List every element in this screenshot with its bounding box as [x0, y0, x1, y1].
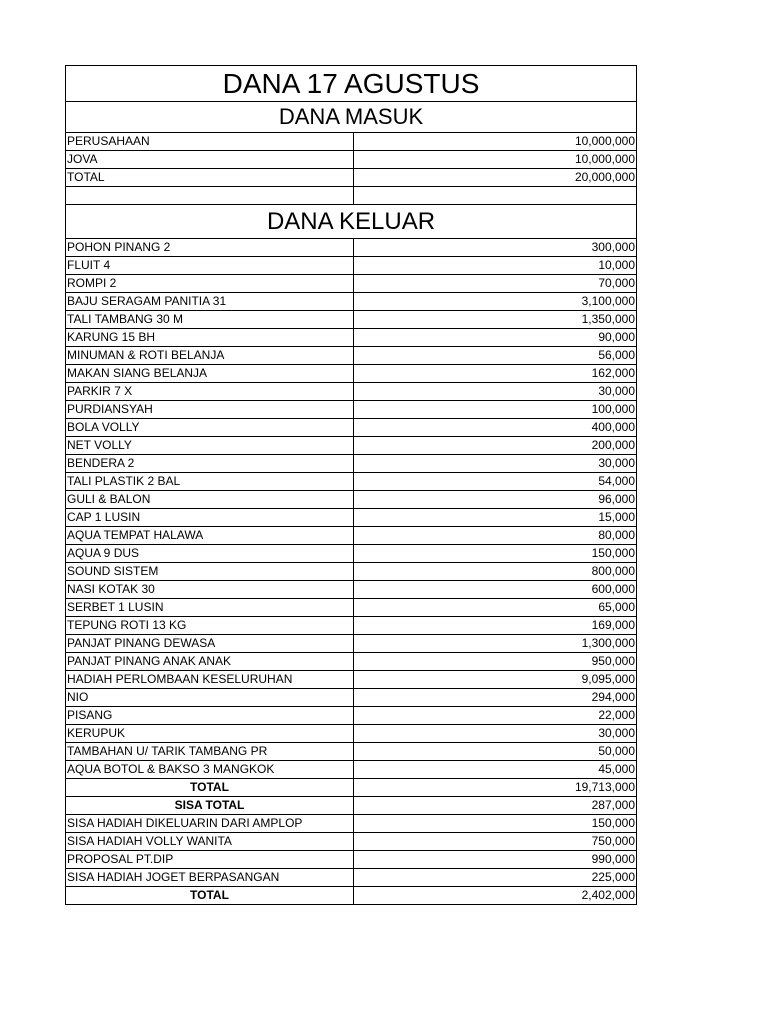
dana-keluar-item-row: [66, 581, 637, 599]
dana-keluar-item-amount[interactable]: 1,350,000: [354, 311, 637, 329]
dana-keluar-item-row: [66, 491, 637, 509]
dana-keluar-item-row: [66, 599, 637, 617]
dana-keluar-item-label[interactable]: TEPUNG ROTI 13 KG: [66, 617, 354, 635]
dana-keluar-item-row: [66, 275, 637, 293]
dana-keluar-item-row: [66, 671, 637, 689]
dana-keluar-item-amount[interactable]: 56,000: [354, 347, 637, 365]
dana-keluar-item-row: [66, 707, 637, 725]
dana-keluar-item-label[interactable]: AQUA TEMPAT HALAWA: [66, 527, 354, 545]
final-total-label[interactable]: TOTAL: [66, 887, 354, 905]
sisa-total-row: [66, 797, 637, 815]
dana-keluar-item-amount[interactable]: 800,000: [354, 563, 637, 581]
dana-keluar-item-label[interactable]: BENDERA 2: [66, 455, 354, 473]
dana-keluar-item-row: [66, 743, 637, 761]
dana-masuk-heading[interactable]: DANA MASUK: [66, 102, 637, 133]
dana-keluar-item-amount[interactable]: 950,000: [354, 653, 637, 671]
dana-keluar-item-row: [66, 563, 637, 581]
sisa-item-label[interactable]: SISA HADIAH VOLLY WANITA: [66, 833, 354, 851]
dana-keluar-item-amount[interactable]: 1,300,000: [354, 635, 637, 653]
dana-keluar-item-label[interactable]: PANJAT PINANG ANAK ANAK: [66, 653, 354, 671]
dana-keluar-item-label[interactable]: PARKIR 7 X: [66, 383, 354, 401]
dana-keluar-item-amount[interactable]: 200,000: [354, 437, 637, 455]
dana-masuk-item-label[interactable]: TOTAL: [66, 169, 354, 187]
dana-keluar-item-label[interactable]: PISANG: [66, 707, 354, 725]
sisa-total-amount[interactable]: 287,000: [354, 797, 637, 815]
dana-keluar-item-row: [66, 437, 637, 455]
dana-keluar-item-amount[interactable]: 3,100,000: [354, 293, 637, 311]
dana-keluar-item-amount[interactable]: 600,000: [354, 581, 637, 599]
dana-keluar-item-amount[interactable]: 162,000: [354, 365, 637, 383]
dana-masuk-item-row: [66, 151, 637, 169]
blank-row: [66, 187, 637, 205]
dana-keluar-item-row: [66, 455, 637, 473]
dana-keluar-item-amount[interactable]: 45,000: [354, 761, 637, 779]
dana-keluar-item-row: [66, 239, 637, 257]
dana-keluar-item-row: [66, 509, 637, 527]
dana-masuk-item-label[interactable]: PERUSAHAAN: [66, 133, 354, 151]
dana-keluar-item-amount[interactable]: 90,000: [354, 329, 637, 347]
dana-keluar-item-label[interactable]: BAJU SERAGAM PANITIA 31: [66, 293, 354, 311]
dana-keluar-item-label[interactable]: PURDIANSYAH: [66, 401, 354, 419]
sisa-item-label[interactable]: SISA HADIAH JOGET BERPASANGAN: [66, 869, 354, 887]
sisa-item-row: [66, 815, 637, 833]
dana-keluar-item-amount[interactable]: 80,000: [354, 527, 637, 545]
dana-keluar-heading[interactable]: DANA KELUAR: [66, 205, 637, 239]
dana-keluar-item-amount[interactable]: 10,000: [354, 257, 637, 275]
dana-keluar-item-label[interactable]: FLUIT 4: [66, 257, 354, 275]
dana-masuk-item-row: [66, 133, 637, 151]
dana-keluar-item-amount[interactable]: 30,000: [354, 455, 637, 473]
dana-masuk-item-label[interactable]: JOVA: [66, 151, 354, 169]
dana-keluar-item-row: [66, 473, 637, 491]
dana-keluar-item-row: [66, 347, 637, 365]
dana-keluar-item-row: [66, 401, 637, 419]
dana-masuk-heading-row: [66, 102, 637, 133]
dana-keluar-item-label[interactable]: MAKAN SIANG BELANJA: [66, 365, 354, 383]
dana-keluar-item-amount[interactable]: 96,000: [354, 491, 637, 509]
sisa-total-label[interactable]: SISA TOTAL: [66, 797, 354, 815]
dana-keluar-item-amount[interactable]: 70,000: [354, 275, 637, 293]
dana-keluar-item-row: [66, 725, 637, 743]
dana-keluar-item-amount[interactable]: 400,000: [354, 419, 637, 437]
dana-keluar-item-row: [66, 257, 637, 275]
dana-keluar-item-row: [66, 545, 637, 563]
dana-keluar-item-row: [66, 761, 637, 779]
sisa-item-row: [66, 869, 637, 887]
dana-keluar-item-amount[interactable]: 50,000: [354, 743, 637, 761]
dana-keluar-item-label[interactable]: TALI PLASTIK 2 BAL: [66, 473, 354, 491]
sisa-item-label[interactable]: SISA HADIAH DIKELUARIN DARI AMPLOP: [66, 815, 354, 833]
dana-keluar-item-amount[interactable]: 9,095,000: [354, 671, 637, 689]
dana-keluar-item-label[interactable]: NET VOLLY: [66, 437, 354, 455]
sisa-item-amount[interactable]: 225,000: [354, 869, 637, 887]
dana-keluar-item-label[interactable]: HADIAH PERLOMBAAN KESELURUHAN: [66, 671, 354, 689]
dana-keluar-item-row: [66, 365, 637, 383]
sisa-item-row: [66, 851, 637, 869]
dana-keluar-item-amount[interactable]: 15,000: [354, 509, 637, 527]
dana-keluar-item-label[interactable]: SOUND SISTEM: [66, 563, 354, 581]
dana-keluar-total-row: [66, 779, 637, 797]
sheet-title[interactable]: DANA 17 AGUSTUS: [66, 66, 637, 102]
dana-keluar-item-label[interactable]: BOLA VOLLY: [66, 419, 354, 437]
final-total-row: [66, 887, 637, 905]
dana-keluar-item-row: [66, 689, 637, 707]
sisa-item-amount[interactable]: 150,000: [354, 815, 637, 833]
dana-keluar-item-label[interactable]: SERBET 1 LUSIN: [66, 599, 354, 617]
dana-keluar-item-amount[interactable]: 65,000: [354, 599, 637, 617]
dana-keluar-item-amount[interactable]: 169,000: [354, 617, 637, 635]
dana-keluar-total-label[interactable]: TOTAL: [66, 779, 354, 797]
dana-keluar-item-label[interactable]: PANJAT PINANG DEWASA: [66, 635, 354, 653]
dana-keluar-item-label[interactable]: KARUNG 15 BH: [66, 329, 354, 347]
spreadsheet-table: [65, 65, 637, 905]
dana-keluar-item-label[interactable]: ROMPI 2: [66, 275, 354, 293]
dana-keluar-item-label[interactable]: TALI TAMBANG 30 M: [66, 311, 354, 329]
dana-keluar-item-row: [66, 329, 637, 347]
blank-cell-right[interactable]: [354, 187, 637, 205]
dana-keluar-item-label[interactable]: AQUA 9 DUS: [66, 545, 354, 563]
dana-keluar-item-label[interactable]: GULI & BALON: [66, 491, 354, 509]
dana-keluar-item-label[interactable]: MINUMAN & ROTI BELANJA: [66, 347, 354, 365]
dana-keluar-item-row: [66, 383, 637, 401]
dana-keluar-item-label[interactable]: TAMBAHAN U/ TARIK TAMBANG PR: [66, 743, 354, 761]
sisa-item-row: [66, 833, 637, 851]
dana-keluar-item-amount[interactable]: 30,000: [354, 383, 637, 401]
title-row: [66, 66, 637, 102]
dana-keluar-item-label[interactable]: KERUPUK: [66, 725, 354, 743]
dana-keluar-item-amount[interactable]: 54,000: [354, 473, 637, 491]
dana-keluar-total-amount[interactable]: 19,713,000: [354, 779, 637, 797]
dana-keluar-item-label[interactable]: CAP 1 LUSIN: [66, 509, 354, 527]
dana-keluar-item-row: [66, 527, 637, 545]
dana-keluar-item-label[interactable]: AQUA BOTOL & BAKSO 3 MANGKOK: [66, 761, 354, 779]
dana-keluar-item-row: [66, 311, 637, 329]
dana-keluar-item-row: [66, 617, 637, 635]
dana-keluar-item-amount[interactable]: 150,000: [354, 545, 637, 563]
dana-keluar-item-amount[interactable]: 300,000: [354, 239, 637, 257]
sisa-item-amount[interactable]: 750,000: [354, 833, 637, 851]
dana-masuk-item-amount[interactable]: 10,000,000: [354, 133, 637, 151]
dana-keluar-item-label[interactable]: POHON PINANG 2: [66, 239, 354, 257]
dana-keluar-item-amount[interactable]: 100,000: [354, 401, 637, 419]
sisa-item-amount[interactable]: 990,000: [354, 851, 637, 869]
dana-masuk-item-amount[interactable]: 20,000,000: [354, 169, 637, 187]
dana-keluar-item-label[interactable]: NIO: [66, 689, 354, 707]
dana-keluar-item-amount[interactable]: 30,000: [354, 725, 637, 743]
dana-keluar-item-row: [66, 653, 637, 671]
dana-keluar-item-row: [66, 293, 637, 311]
dana-keluar-item-amount[interactable]: 294,000: [354, 689, 637, 707]
dana-keluar-item-row: [66, 635, 637, 653]
dana-keluar-item-row: [66, 419, 637, 437]
sisa-item-label[interactable]: PROPOSAL PT.DIP: [66, 851, 354, 869]
final-total-amount[interactable]: 2,402,000: [354, 887, 637, 905]
dana-keluar-heading-row: [66, 205, 637, 239]
dana-keluar-item-amount[interactable]: 22,000: [354, 707, 637, 725]
dana-masuk-item-amount[interactable]: 10,000,000: [354, 151, 637, 169]
dana-keluar-item-label[interactable]: NASI KOTAK 30: [66, 581, 354, 599]
blank-cell-left[interactable]: [66, 187, 354, 205]
dana-masuk-item-row: [66, 169, 637, 187]
